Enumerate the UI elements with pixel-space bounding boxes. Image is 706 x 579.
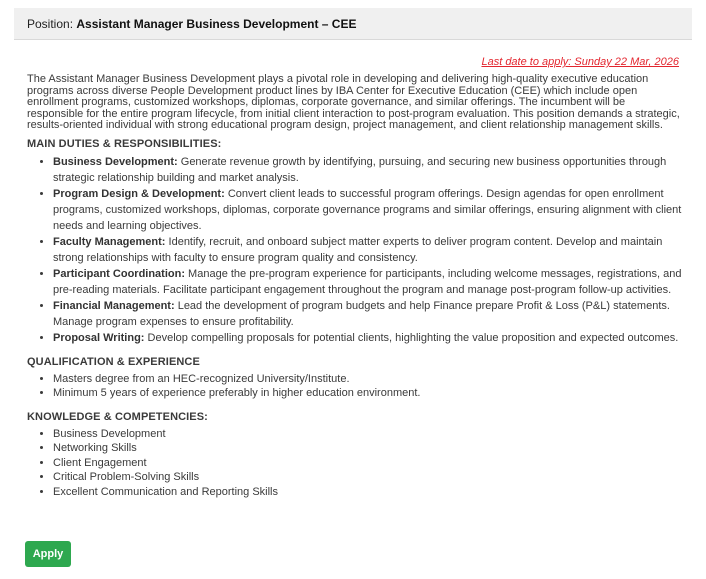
duty-title: Financial Management: [53,299,175,312]
job-intro: The Assistant Manager Business Development plays a pivotal role in developing and delivering high-quality executive education programs across diverse People Development product lines by IBA Center for Executive Education (CEE) which include open enrollment programs, customized workshops, diplomas, corporate governance, and similar offerings. The incumbent will be responsible for the entire program lifecycle, from initial client interaction to post-program evaluation. This position demands a strategic, results-oriented individual with strong educational program design, project management, and client relationship management skills. [27,73,680,132]
duty-text: Develop compelling proposals for potential clients, highlighting the value proposition and expected outcomes. [144,331,679,344]
duty-title: Business Development: [53,155,178,168]
job-description [27,56,683,499]
duty-item [53,186,683,234]
knowledge-item: • Excellent Communication and Reporting Skills [53,485,683,500]
duty-title: Proposal Writing: [53,331,145,344]
knowledge-item: • Critical Problem-Solving Skills [53,470,683,485]
duty-text: Identify, recruit, and onboard subject matter experts to deliver program content. Develop and maintain strong relationships with faculty to ensure program quality and consistency. [53,235,663,264]
qualification-item: • Minimum 5 years of experience preferably in higher education environment. [53,386,683,401]
duty-item [53,298,683,330]
deadline-link[interactable]: Last date to apply: Sunday 22 Mar, 2026 [481,56,679,68]
duty-item [53,330,683,346]
position-header [14,8,692,40]
position-label: Position: [27,17,74,31]
duties-list [27,154,683,346]
duty-item [53,234,683,266]
duty-title: Participant Coordination: [53,267,185,280]
apply-button[interactable]: Apply [25,541,71,567]
qualification-heading: QUALIFICATION & EXPERIENCE [27,355,200,368]
duty-text: Convert client leads to successful program offerings. Design agendas for open enrollment programs, customized workshops, diplomas, corporate governance programs and similar offerings, ensuring alignment with client needs and learning objectives. [53,187,682,232]
knowledge-heading: KNOWLEDGE & COMPETENCIES: [27,410,208,423]
duties-heading: MAIN DUTIES & RESPONSIBILITIES: [27,137,222,150]
duty-text: Generate revenue growth by identifying, pursuing, and securing new business opportunities through strategic relationship building and market analysis. [53,155,667,184]
knowledge-item: • Networking Skills [53,441,683,456]
qualification-list [27,372,683,401]
duty-text: Manage the pre-program experience for participants, including welcome messages, registrations, and pre-reading materials. Facilitate participant engagement throughout the program and manage post-program follow-up activities. [53,267,682,296]
qualification-item: • Masters degree from an HEC-recognized University/Institute. [53,372,683,387]
knowledge-item: • Client Engagement [53,456,683,471]
duty-title: Faculty Management: [53,235,166,248]
knowledge-item: • Business Development [53,427,683,442]
knowledge-list [27,427,683,500]
duty-title: Program Design & Development: [53,187,225,200]
duty-text: Lead the development of program budgets and help Finance prepare Profit & Loss (P&L) statements. Manage program expenses to ensure profitability. [53,299,670,328]
duty-item [53,154,683,186]
duty-item [53,266,683,298]
position-title: Assistant Manager Business Development – CEE [76,17,357,31]
